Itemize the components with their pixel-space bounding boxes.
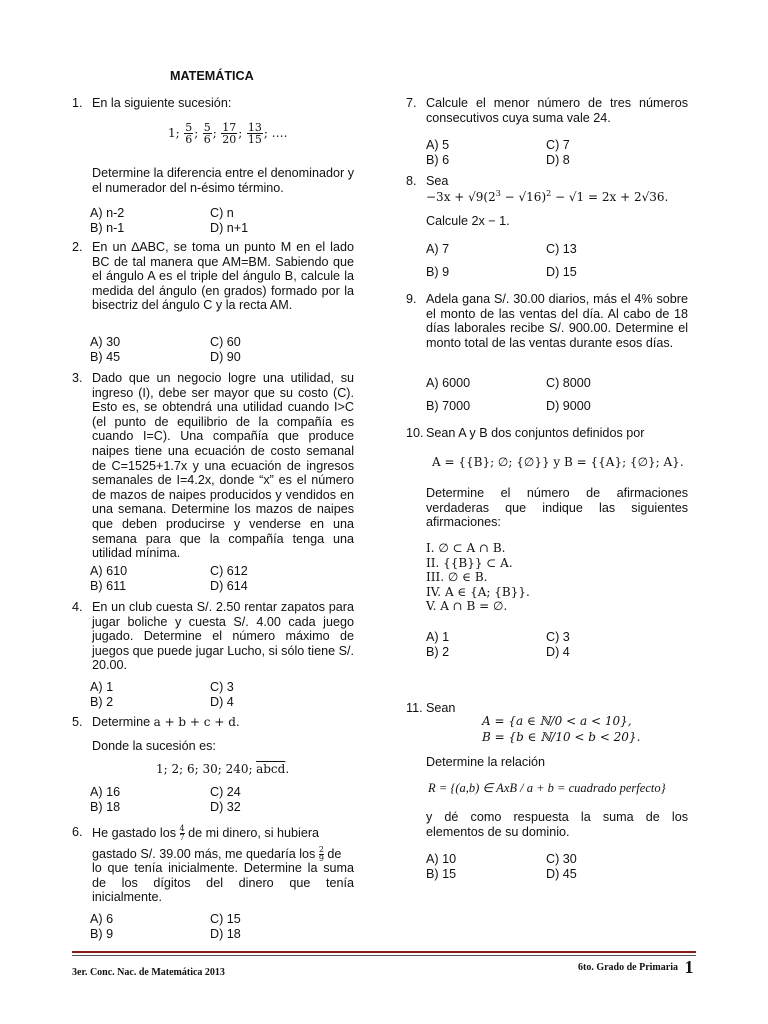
options <box>90 564 310 593</box>
question-10 <box>406 426 688 441</box>
option[interactable]: C) 612 <box>210 564 248 578</box>
set-a: A = {a ∈ ℕ/0 < a < 10}, <box>482 714 632 728</box>
question-number: 4. <box>72 600 83 614</box>
option[interactable]: C) 3 <box>210 680 234 694</box>
question-4 <box>72 600 354 673</box>
fraction: $\frac{2}{9}$ <box>318 845 324 863</box>
option[interactable]: B) 18 <box>90 799 121 814</box>
fraction: $\frac{4}{7}$ <box>179 824 185 842</box>
option[interactable]: B) n-1 <box>90 220 125 235</box>
question-ask: Determine la diferencia entre el denominador y el numerador del n-ésimo término. <box>92 166 354 195</box>
question-line: gastado S/. 39.00 más, me quedaría los $\frac{2}{9}$ de <box>92 845 342 863</box>
question-ask: Determine la relación <box>426 755 545 769</box>
footer-grade: 6to. Grado de Primaria <box>578 962 678 973</box>
options <box>426 376 646 413</box>
option[interactable]: B) 15 <box>426 866 457 881</box>
option[interactable]: A) 610 <box>90 564 128 578</box>
fraction: $\frac{5}{6}$ <box>185 121 193 146</box>
question-6: 6. He gastado los $\frac{4}{7}$ de mi dinero, si hubiera <box>72 824 320 842</box>
fraction: $\frac{13}{15}$ <box>247 121 262 146</box>
option[interactable]: B) 9 <box>90 926 114 941</box>
sequence-first: 1; <box>168 125 180 140</box>
option[interactable]: D) 4 <box>210 694 234 709</box>
statement: II. {{B}} ⊂ A. <box>426 555 513 570</box>
option[interactable]: A) 1 <box>90 680 114 694</box>
options <box>426 138 646 167</box>
statement: IV. A ∈ {A; {B}}. <box>426 584 530 599</box>
option[interactable]: C) 7 <box>546 138 570 152</box>
option[interactable]: B) 9 <box>426 264 450 279</box>
fraction: $\frac{5}{6}$ <box>203 121 211 146</box>
question-number: 9. <box>406 292 417 306</box>
option[interactable]: A) 5 <box>426 138 450 152</box>
option[interactable]: A) 6000 <box>426 376 471 390</box>
equation: $-3x + √9(2^3 - √16)^2 - √1 = 2x + 2√36$. <box>426 189 669 204</box>
option[interactable]: C) n <box>210 206 234 220</box>
statements-list <box>426 541 530 614</box>
options <box>90 785 310 814</box>
fraction: $\frac{17}{20}$ <box>222 121 237 146</box>
statement: I. ∅ ⊂ A ∩ B. <box>426 541 506 555</box>
option[interactable]: C) 60 <box>210 335 241 349</box>
option[interactable]: D) 9000 <box>546 398 591 413</box>
question-number: 3. <box>72 371 83 385</box>
option[interactable]: A) 1 <box>426 630 450 644</box>
question-number: 6. <box>72 825 83 839</box>
option[interactable]: A) 16 <box>90 785 121 799</box>
option[interactable]: C) 8000 <box>546 376 591 390</box>
question-stem: Dado que un negocio logre una utilidad, su ingreso (I), debe ser mayor que su costo (C). Esto es, se obtendrá una utilidad cuando I>C (el punto de equilibrio de la compañía es cuando I=C). Una compañía que produce naipes tiene una ecuación de costo semanal de C=1525+1.7x y una ecuación de ingresos semanales de I=4.2x, donde “x” es el número de mazos de naipes producidos y vendidos en una semana. Determine los mazos de naipes que deben producirse y venderse en una semana para que la compañía tenga una utilidad mínima. <box>92 371 354 561</box>
option[interactable]: C) 24 <box>210 785 241 799</box>
statement: V. A ∩ B = ∅. <box>426 599 508 614</box>
options <box>90 206 310 235</box>
footer-rule <box>72 951 696 953</box>
question-7 <box>406 96 688 125</box>
options <box>90 335 310 364</box>
question-number: 2. <box>72 240 83 254</box>
sequence: 1; 2; 6; 30; 240; abcd. <box>156 762 290 776</box>
option[interactable]: D) 8 <box>546 152 570 167</box>
question-stem: Sean A y B dos conjuntos definidos por <box>426 426 645 440</box>
sequence-tail: ; …. <box>263 125 288 140</box>
question-ask: y dé como respuesta la suma de los elementos de su dominio. <box>426 810 688 839</box>
option[interactable]: D) 45 <box>546 866 577 881</box>
option[interactable]: B) 6 <box>426 152 450 167</box>
option[interactable]: A) 10 <box>426 852 457 866</box>
question-stem: Determine <box>92 715 151 729</box>
question-stem: Sea <box>426 174 449 188</box>
question-number: 8. <box>406 174 417 188</box>
option[interactable]: D) 18 <box>210 926 241 941</box>
question-stem: Sean <box>426 701 456 715</box>
option[interactable]: B) 2 <box>426 644 450 659</box>
question-8 <box>406 174 688 189</box>
option[interactable]: D) 4 <box>546 644 570 659</box>
relation-formula: R = {(a,b) ∈ AxB / a + b = cuadrado perfecto} <box>428 781 666 795</box>
option[interactable]: B) 611 <box>90 578 127 593</box>
options <box>426 242 646 279</box>
question-stem: En un club cuesta S/. 2.50 rentar zapatos para jugar boliche y cuesta S/. 4.00 cada juego jugado. Determine el número máximo de juegos que puede jugar Lucho, si sólo tiene S/. 20.00. <box>92 600 354 673</box>
question-stem: Calcule el menor número de tres números consecutivos cuya suma vale 24. <box>426 96 688 125</box>
question-stem: En la siguiente sucesión: <box>92 96 232 110</box>
question-number: 5. <box>72 715 83 729</box>
option[interactable]: C) 15 <box>210 912 241 926</box>
option[interactable]: B) 7000 <box>426 398 471 413</box>
options <box>426 630 646 659</box>
sequence: 1; $\frac{5}{6}$ ; $\frac{5}{6}$ ; $\frac{17}{20}$ ; $\frac{13}{15}$ ; …. <box>168 121 288 146</box>
option[interactable]: B) 2 <box>90 694 114 709</box>
option[interactable]: A) n-2 <box>90 206 125 220</box>
page-number: 1 <box>684 957 694 977</box>
options <box>90 680 310 709</box>
question-stem: Adela gana S/. 30.00 diarios, más el 4% sobre el monto de las ventas del día. Al cabo de 18 días laborales recibe S/. 900.00. Determine el monto total de las ventas durante esos días. <box>426 292 688 350</box>
question-number: 11. <box>406 701 423 715</box>
footer-right <box>578 957 694 977</box>
question-line: lo que tenía inicialmente. Determine la suma de los dígitos del dinero que tenía inicialmente. <box>92 861 354 905</box>
question-5 <box>72 715 354 730</box>
question-1 <box>72 96 354 111</box>
page-title: MATEMÁTICA <box>170 69 254 83</box>
footer-rule-thin <box>72 955 696 956</box>
option[interactable]: C) 13 <box>546 242 577 256</box>
options <box>90 912 310 941</box>
overlined-number: abcd <box>256 762 286 776</box>
question-stem: En un ∆ABC, se toma un punto M en el lado BC de tal manera que AM=BM. Sabiendo que el ángulo A es el triple del ángulo B, calcule la medida del ángulo (en grados) formado por la bisectriz del ángulo C y la recta AM. <box>92 240 354 313</box>
option[interactable]: A) 7 <box>426 242 450 256</box>
question-ask: Determine el número de afirmaciones verdaderas que indique las siguientes afirmaciones: <box>426 486 688 530</box>
option[interactable]: A) 6 <box>90 912 114 926</box>
option[interactable]: D) 15 <box>546 264 577 279</box>
option[interactable]: D) 32 <box>210 799 241 814</box>
question-9 <box>406 292 688 350</box>
footer-left: 3er. Conc. Nac. de Matemática 2013 <box>72 967 225 978</box>
question-3 <box>72 371 354 561</box>
question-2 <box>72 240 354 313</box>
question-number: 1. <box>72 96 83 110</box>
option[interactable]: D) n+1 <box>210 220 249 235</box>
options <box>426 852 646 881</box>
option[interactable]: D) 614 <box>210 578 248 593</box>
set-definition: A = {{B}; ∅; {∅}} y B = {{A}; {∅}; A}. <box>432 455 684 469</box>
question-ask: Calcule 2x − 1. <box>426 214 510 228</box>
question-line: Donde la sucesión es: <box>92 739 216 753</box>
question-number: 10. <box>406 426 424 440</box>
option[interactable]: B) 45 <box>90 349 121 364</box>
option[interactable]: A) 30 <box>90 335 121 349</box>
math-expression: a + b + c + d. <box>153 715 240 729</box>
option[interactable]: C) 3 <box>546 630 570 644</box>
question-number: 7. <box>406 96 417 110</box>
option[interactable]: D) 90 <box>210 349 241 364</box>
set-b: B = {b ∈ ℕ/10 < b < 20}. <box>482 730 641 744</box>
statement: III. ∅ ∈ B. <box>426 570 488 585</box>
option[interactable]: C) 30 <box>546 852 577 866</box>
